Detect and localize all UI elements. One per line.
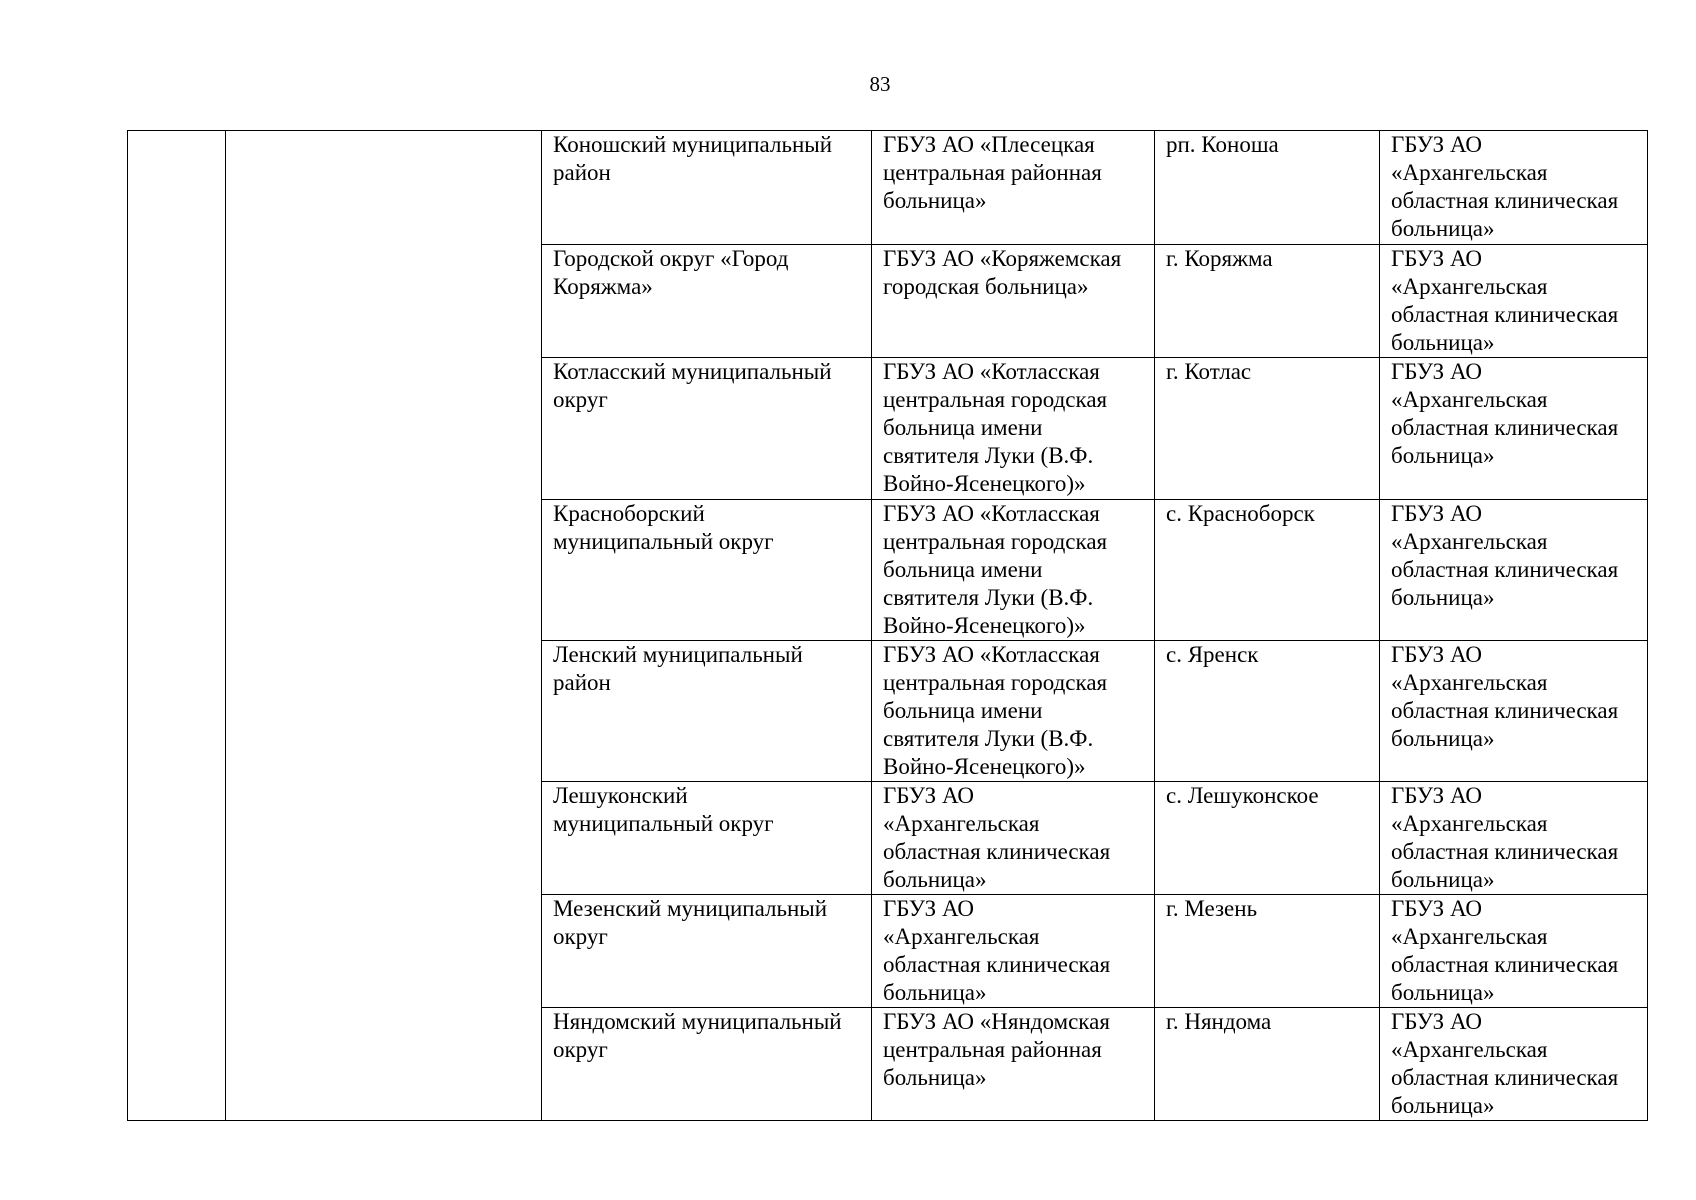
table-cell-locality: г. Котлас [1155, 358, 1380, 500]
table-cell-reference-hospital: ГБУЗ АО «Архангельская областная клиническая больница» [1380, 782, 1648, 895]
table-cell-reference-hospital: ГБУЗ АО «Архангельская областная клиническая больница» [1380, 895, 1648, 1008]
table-cell-district: Котласский муниципальный округ [542, 358, 872, 500]
table-cell-district: Мезенский муниципальный округ [542, 895, 872, 1008]
hospital-routing-table [127, 130, 1648, 1121]
table-cell-reference-hospital: ГБУЗ АО «Архангельская областная клиническая больница» [1380, 641, 1648, 782]
page-number: 83 [869, 72, 891, 96]
table-cell-institution: ГБУЗ АО «Котласская центральная городская больница имени святителя Луки (В.Ф. Войно-Ясенецкого)» [872, 641, 1155, 782]
table-cell-reference-hospital: ГБУЗ АО «Архангельская областная клиническая больница» [1380, 1008, 1648, 1121]
table-cell-locality: с. Яренск [1155, 641, 1380, 782]
table-cell-district: Няндомский муниципальный округ [542, 1008, 872, 1121]
table-cell-district: Ленский муниципальный район [542, 641, 872, 782]
table-cell-institution: ГБУЗ АО «Архангельская областная клиническая больница» [872, 895, 1155, 1008]
table-cell-reference-hospital: ГБУЗ АО «Архангельская областная клиническая больница» [1380, 131, 1648, 245]
table-cell-number [128, 131, 226, 1121]
table-cell-reference-hospital: ГБУЗ АО «Архангельская областная клиническая больница» [1380, 500, 1648, 641]
table-row [128, 131, 1648, 245]
table-cell-institution: ГБУЗ АО «Коряжемская городская больница» [872, 245, 1155, 358]
table-cell-locality: с. Красноборск [1155, 500, 1380, 641]
table-cell-subject [226, 131, 542, 1121]
table-cell-locality: г. Няндома [1155, 1008, 1380, 1121]
table-cell-district: Коношский муниципальный район [542, 131, 872, 245]
table-cell-district: Красноборский муниципальный округ [542, 500, 872, 641]
table-cell-district: Городской округ «Город Коряжма» [542, 245, 872, 358]
table-cell-institution: ГБУЗ АО «Архангельская областная клиническая больница» [872, 782, 1155, 895]
table-cell-locality: рп. Коноша [1155, 131, 1380, 245]
table-cell-institution: ГБУЗ АО «Плесецкая центральная районная больница» [872, 131, 1155, 245]
table-cell-reference-hospital: ГБУЗ АО «Архангельская областная клиническая больница» [1380, 245, 1648, 358]
table-cell-institution: ГБУЗ АО «Котласская центральная городская больница имени святителя Луки (В.Ф. Войно-Ясенецкого)» [872, 500, 1155, 641]
table-cell-district: Лешуконский муниципальный округ [542, 782, 872, 895]
table-cell-institution: ГБУЗ АО «Котласская центральная городская больница имени святителя Луки (В.Ф. Войно-Ясенецкого)» [872, 358, 1155, 500]
table-cell-locality: с. Лешуконское [1155, 782, 1380, 895]
table-cell-institution: ГБУЗ АО «Няндомская центральная районная больница» [872, 1008, 1155, 1121]
table-cell-locality: г. Коряжма [1155, 245, 1380, 358]
table-cell-reference-hospital: ГБУЗ АО «Архангельская областная клиническая больница» [1380, 358, 1648, 500]
table-cell-locality: г. Мезень [1155, 895, 1380, 1008]
